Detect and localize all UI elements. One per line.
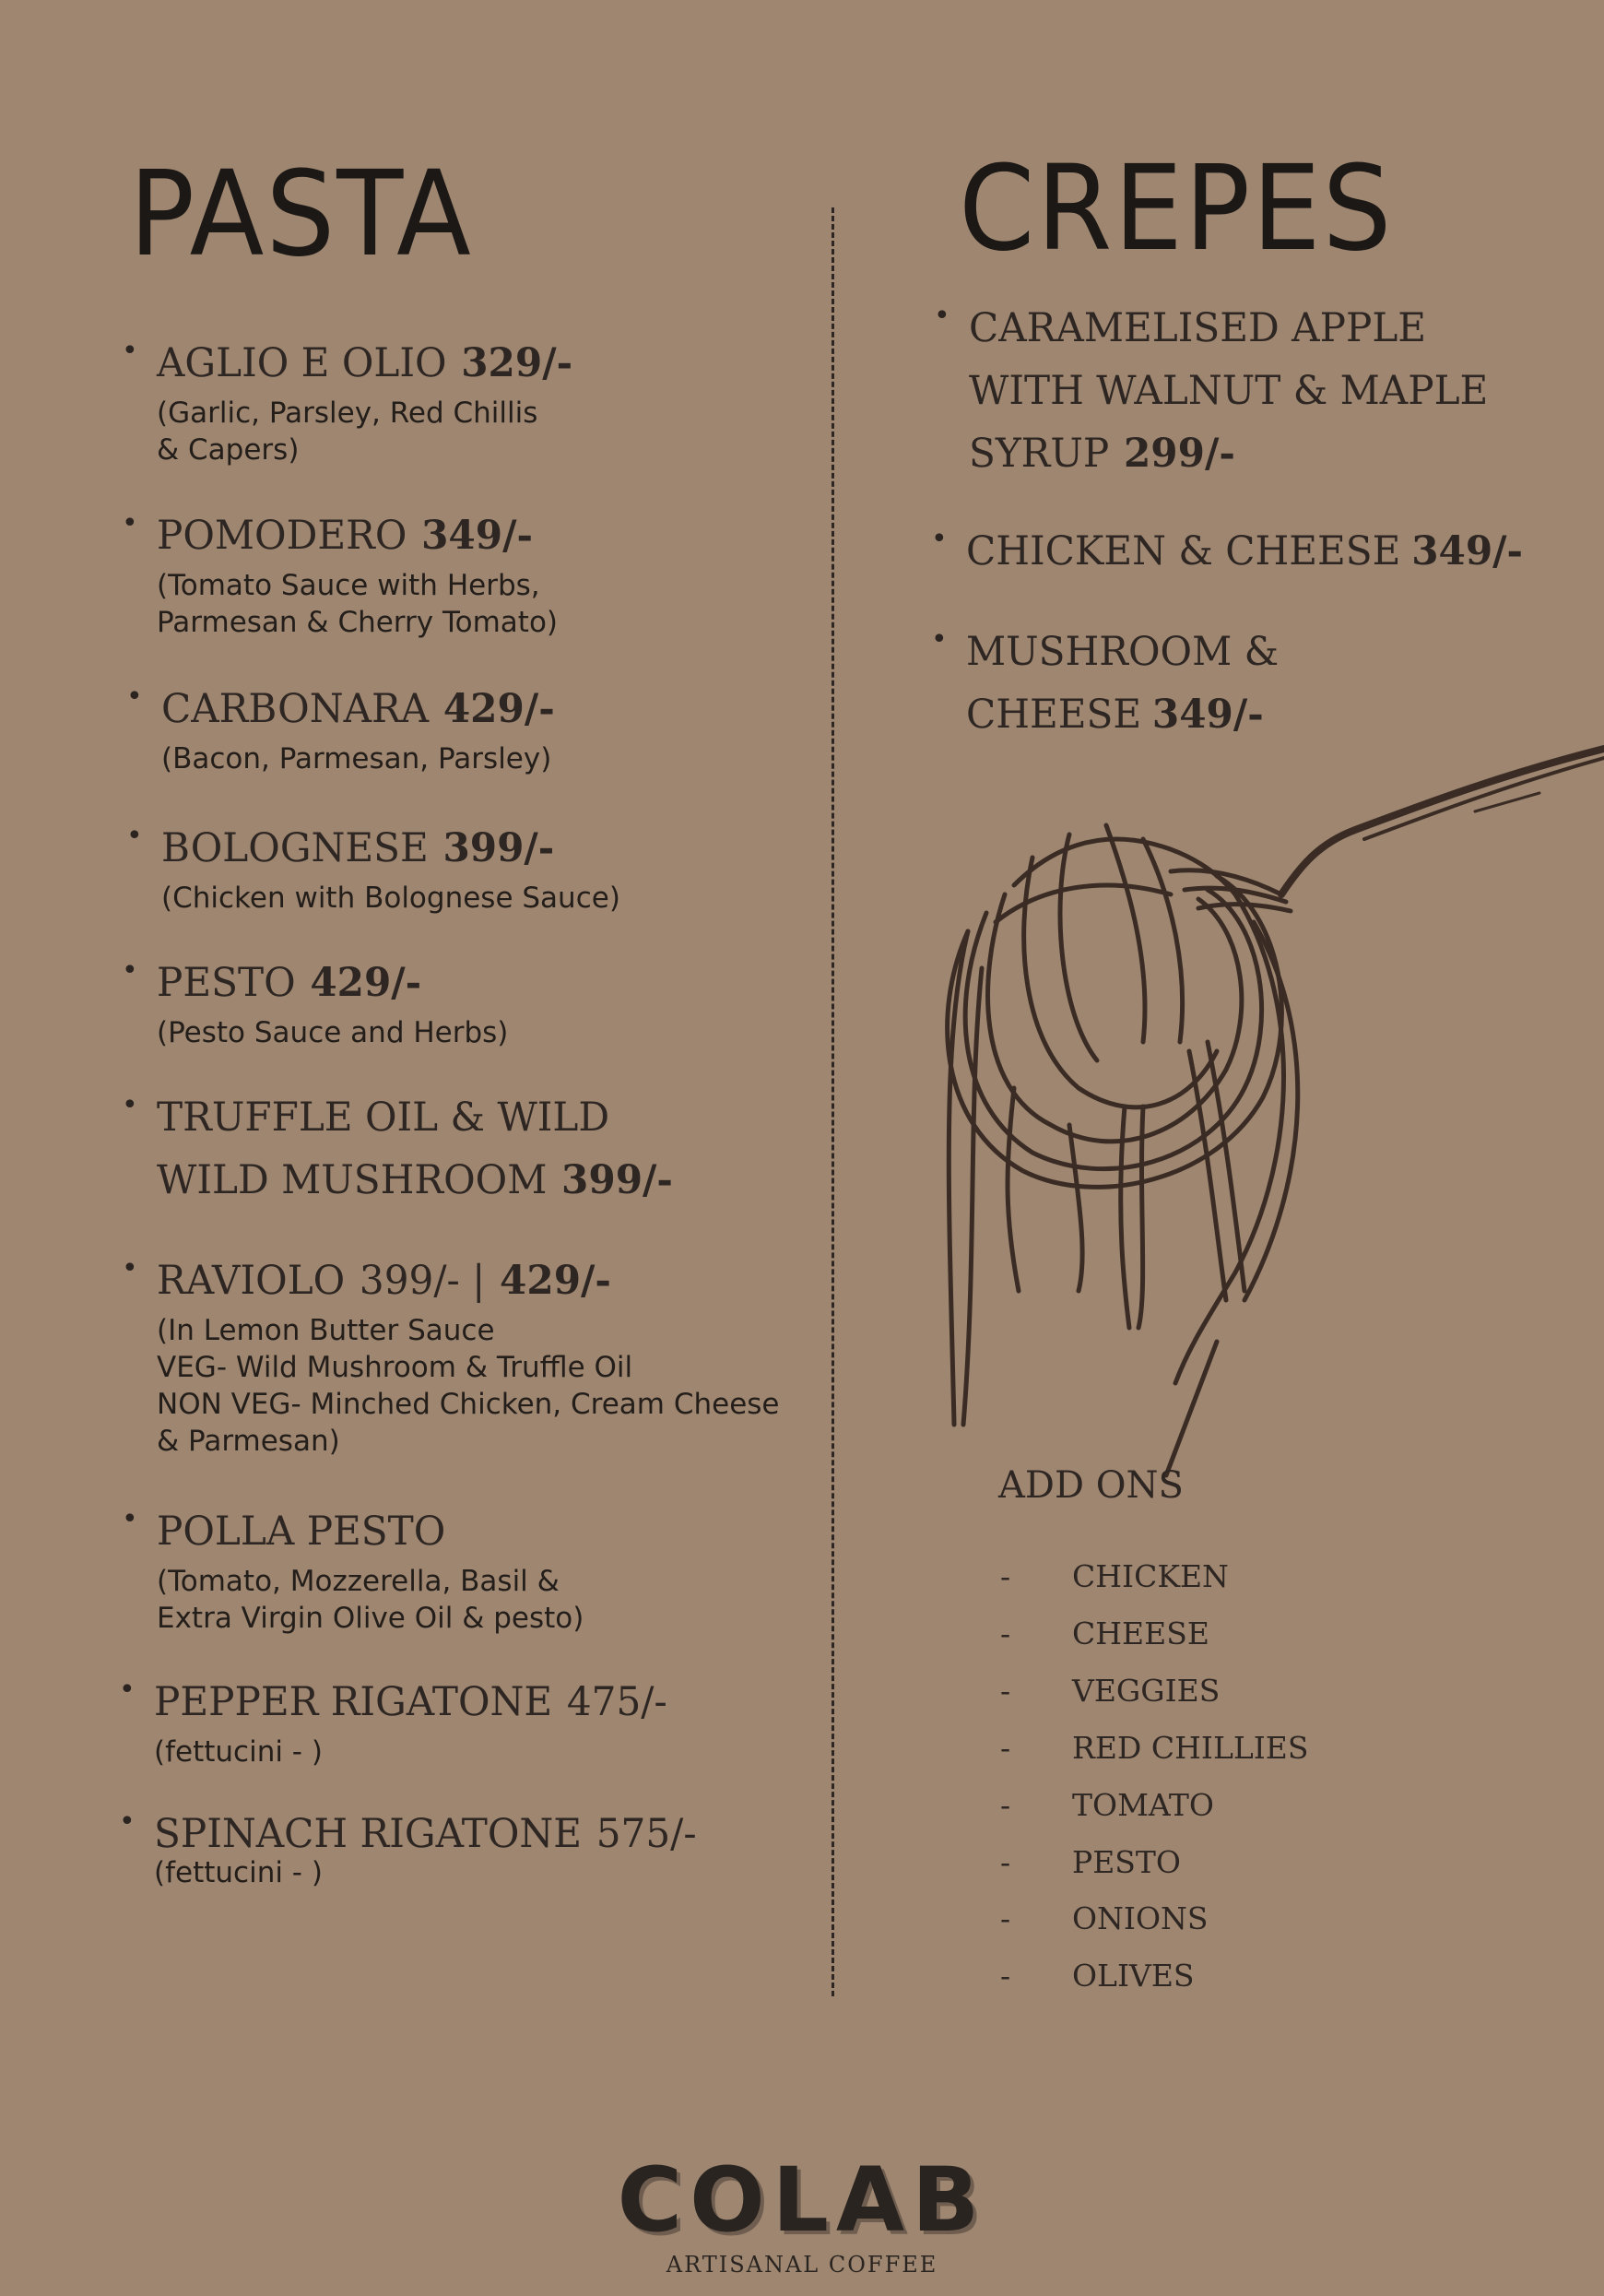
item-name: PESTO xyxy=(157,960,296,1006)
addon-item: - CHEESE xyxy=(1000,1615,1209,1651)
item-description: (Bacon, Parmesan, Parsley) xyxy=(161,742,552,775)
item-description: (Pesto Sauce and Herbs) xyxy=(157,1016,509,1049)
addon-item: - PESTO xyxy=(1000,1844,1181,1880)
bullet-icon: • xyxy=(122,335,138,367)
column-divider xyxy=(831,207,834,1996)
item-price: 349/- xyxy=(421,513,533,559)
pasta-item-pomodero xyxy=(122,504,558,641)
item-description: (Garlic, Parsley, Red Chillis & Capers) xyxy=(157,396,538,467)
item-description: (In Lemon Butter Sauce VEG- Wild Mushroom & Truffle Oil NON VEG- Minched Chicken, Cream Cheese & Parmesan) xyxy=(157,1314,780,1458)
item-description: (Tomato, Mozzerella, Basil & Extra Virgin Olive Oil & pesto) xyxy=(157,1565,584,1635)
item-price: 575/- xyxy=(596,1811,697,1857)
brand-tagline: ARTISANAL COFFEE xyxy=(666,2252,938,2278)
item-name: BOLOGNESE xyxy=(161,825,429,871)
item-price: 329/- xyxy=(461,340,573,386)
crepe-item-chicken-cheese xyxy=(931,520,1534,583)
item-name-line3: SYRUP xyxy=(969,431,1110,477)
item-price: 399/- xyxy=(442,825,555,871)
item-name: MUSHROOM & xyxy=(966,629,1280,675)
item-price: 349/- xyxy=(1151,692,1264,738)
item-name: CARBONARA xyxy=(161,686,430,732)
addon-item: - OLIVES xyxy=(1000,1958,1195,1994)
item-name: RAVIOLO xyxy=(157,1258,346,1304)
item-price: 429/- xyxy=(500,1258,611,1304)
item-description: (Chicken with Bolognese Sauce) xyxy=(161,882,620,915)
bullet-icon: • xyxy=(126,820,143,852)
item-price: 349/- xyxy=(1411,528,1524,574)
pasta-on-fork-icon xyxy=(913,738,1604,1512)
pasta-heading: PASTA xyxy=(129,145,473,283)
bullet-icon: • xyxy=(122,1503,138,1535)
item-name: CARAMELISED APPLE xyxy=(969,305,1427,351)
item-name: POLLA PESTO xyxy=(157,1509,446,1555)
addon-item: - VEGGIES xyxy=(1000,1673,1221,1709)
pasta-item-pepper-rigatone xyxy=(119,1671,678,1770)
bullet-icon: • xyxy=(119,1805,136,1838)
bullet-icon: • xyxy=(934,300,950,332)
pasta-item-spinach-rigatone xyxy=(119,1803,708,1891)
item-name: AGLIO E OLIO xyxy=(157,340,447,386)
item-description: (fettucini - ) xyxy=(154,1735,323,1769)
bullet-icon: • xyxy=(126,681,143,713)
item-description: (Tomato Sauce with Herbs, Parmesan & Cherry Tomato) xyxy=(157,569,558,639)
addon-item: - RED CHILLIES xyxy=(1000,1730,1309,1766)
addons-heading: ADD ONS xyxy=(998,1464,1184,1507)
addon-item: - ONIONS xyxy=(1000,1900,1209,1936)
bullet-icon: • xyxy=(931,523,948,555)
item-price: 399/- xyxy=(561,1157,673,1203)
bullet-icon: • xyxy=(931,623,948,656)
item-price: 429/- xyxy=(442,686,555,732)
bullet-icon: • xyxy=(119,1674,136,1706)
bullet-icon: • xyxy=(122,1252,138,1284)
item-name-line2: CHEESE xyxy=(966,692,1142,738)
item-price-veg: 399/- | xyxy=(359,1258,486,1304)
pasta-item-raviolo xyxy=(122,1249,780,1460)
bullet-icon: • xyxy=(122,954,138,987)
item-price: 299/- xyxy=(1123,431,1235,477)
crepes-heading: CREPES xyxy=(959,139,1394,278)
bullet-icon: • xyxy=(122,1089,138,1121)
item-name-line2: WILD MUSHROOM xyxy=(157,1157,548,1203)
pasta-item-bolognese xyxy=(126,817,620,917)
pasta-item-pesto xyxy=(122,952,509,1051)
item-name: SPINACH RIGATONE xyxy=(154,1811,583,1857)
item-name: TRUFFLE OIL & WILD xyxy=(157,1095,610,1141)
pasta-item-truffle-oil xyxy=(122,1086,683,1212)
addon-item: - CHICKEN xyxy=(1000,1558,1229,1594)
crepe-item-mushroom-cheese xyxy=(931,621,1285,746)
item-price: 475/- xyxy=(566,1679,667,1725)
pasta-item-polla-pesto xyxy=(122,1500,584,1637)
item-description: (fettucini - ) xyxy=(154,1856,323,1889)
item-price: 429/- xyxy=(310,960,422,1006)
brand-logo: COLAB xyxy=(617,2148,987,2252)
item-name: POMODERO xyxy=(157,513,407,559)
bullet-icon: • xyxy=(122,507,138,539)
addon-item: - TOMATO xyxy=(1000,1787,1214,1823)
item-name: PEPPER RIGATONE xyxy=(154,1679,553,1725)
pasta-item-carbonara xyxy=(126,678,562,777)
item-name-line2: WITH WALNUT & MAPLE xyxy=(969,368,1489,414)
pasta-item-aglio-e-olio xyxy=(122,332,581,468)
crepe-item-caramelised-apple xyxy=(934,297,1499,485)
item-name: CHICKEN & CHEESE xyxy=(966,528,1401,574)
